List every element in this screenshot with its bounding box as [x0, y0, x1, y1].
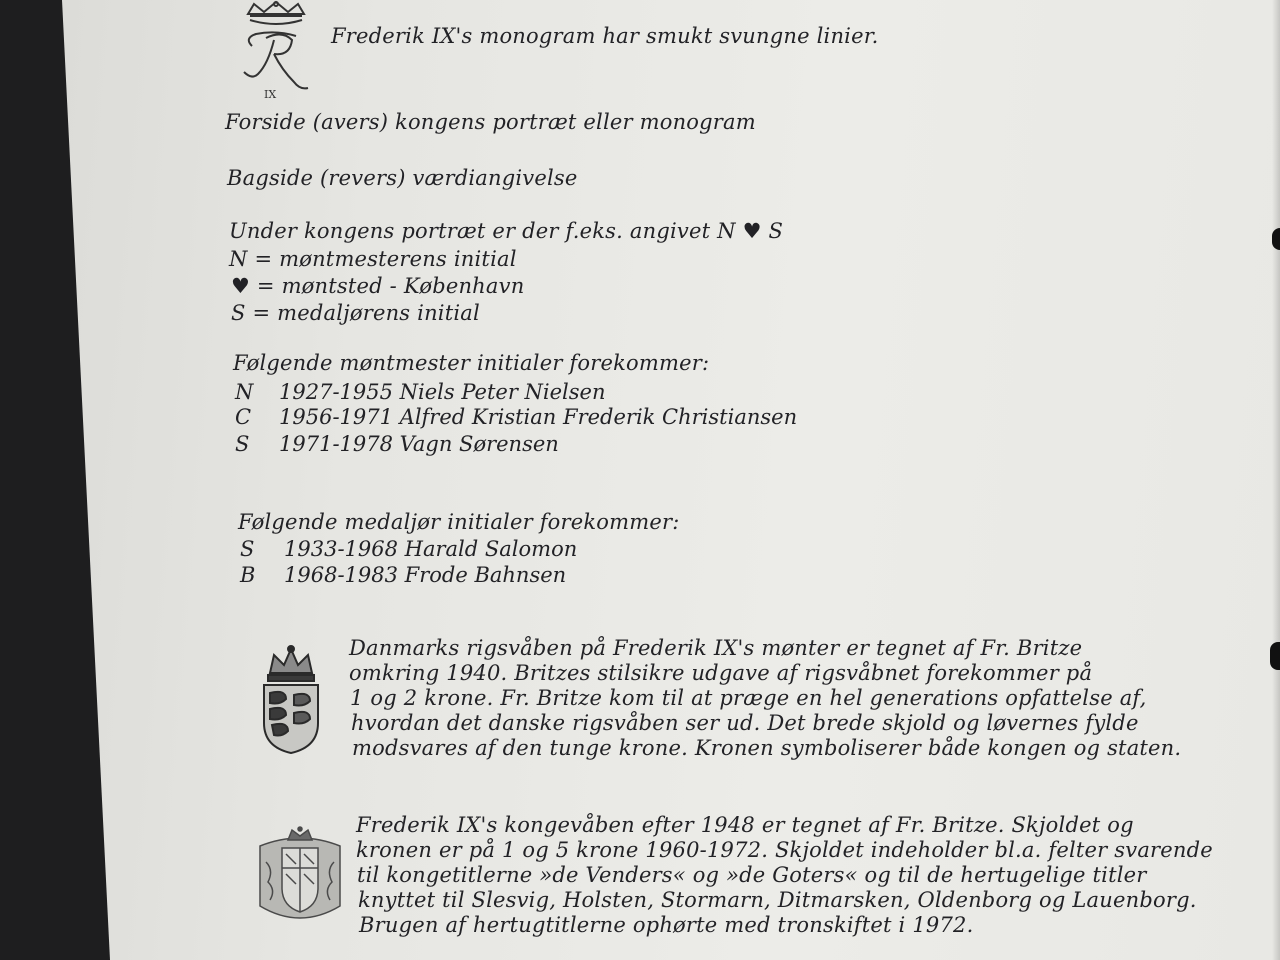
marks-intro: Under kongens portræt er der f.eks. angivet N ♥ S — [229, 219, 784, 243]
row-letter: S — [235, 432, 250, 456]
obverse-line: Forside (avers) kongens portræt eller monogram — [225, 110, 756, 134]
row-text: 1971-1978 Vagn Sørensen — [279, 432, 559, 456]
monogram-caption: Frederik IX's monogram har smukt svungne linier. — [331, 24, 879, 48]
row-letter: C — [235, 405, 252, 429]
page-edge-shadow — [1272, 0, 1280, 960]
medallist-row — [240, 563, 566, 587]
mintmaster-row — [235, 405, 797, 429]
arms-paragraph-line: modsvares af den tunge krone. Kronen symboliserer både kongen og staten. — [352, 736, 1182, 760]
mintmaster-heading: Følgende møntmester initialer forekommer: — [233, 351, 710, 375]
royal-arms-paragraph-line: Brugen af hertugtitlerne ophørte med tronskiftet i 1972. — [359, 913, 974, 937]
marks-line: N = møntmesterens initial — [229, 247, 517, 271]
svg-text:IX: IX — [264, 88, 277, 100]
mintmaster-row — [235, 380, 606, 404]
arms-paragraph-line: Danmarks rigsvåben på Frederik IX's mønter er tegnet af Fr. Britze — [349, 636, 1083, 660]
medallist-row — [240, 537, 577, 561]
royal-arms-paragraph-line: til kongetitlerne »de Venders« og »de Goters« og til de hertugelige titler — [357, 863, 1147, 887]
marks-line: ♥ = møntsted - København — [231, 274, 525, 298]
royal-arms-paragraph-line: kronen er på 1 og 5 krone 1960-1972. Skjoldet indeholder bl.a. felter svarende — [356, 838, 1213, 862]
row-text: 1927-1955 Niels Peter Nielsen — [279, 380, 606, 404]
row-text: 1968-1983 Frode Bahnsen — [284, 563, 567, 587]
arms-paragraph-line: hvordan det danske rigsvåben ser ud. Det brede skjold og løvernes fylde — [351, 711, 1139, 735]
royal-coat-of-arms-icon — [254, 826, 346, 930]
arms-paragraph-line: omkring 1940. Britzes stilsikre udgave af rigsvåbnet forekommer på — [349, 661, 1093, 685]
row-letter: N — [235, 380, 254, 404]
royal-arms-paragraph-line: knyttet til Slesvig, Holsten, Stormarn, Ditmarsken, Oldenborg og Lauenborg. — [358, 888, 1197, 912]
national-coat-of-arms-icon — [256, 645, 326, 757]
mintmaster-row — [235, 432, 559, 456]
medallist-heading: Følgende medaljør initialer forekommer: — [238, 510, 680, 534]
binder-clip — [1272, 228, 1280, 250]
marks-line: S = medaljørens initial — [231, 301, 480, 325]
frederik-monogram-logo — [236, 0, 316, 100]
row-letter: S — [240, 537, 255, 561]
binder-clip — [1270, 642, 1280, 670]
row-text: 1933-1968 Harald Salomon — [284, 537, 578, 561]
row-text: 1956-1971 Alfred Kristian Frederik Christiansen — [279, 405, 798, 429]
row-letter: B — [240, 563, 256, 587]
royal-arms-paragraph-line: Frederik IX's kongevåben efter 1948 er tegnet af Fr. Britze. Skjoldet og — [356, 813, 1134, 837]
reverse-line: Bagside (revers) værdiangivelse — [227, 166, 578, 190]
arms-paragraph-line: 1 og 2 krone. Fr. Britze kom til at præge en hel generations opfattelse af, — [350, 686, 1147, 710]
